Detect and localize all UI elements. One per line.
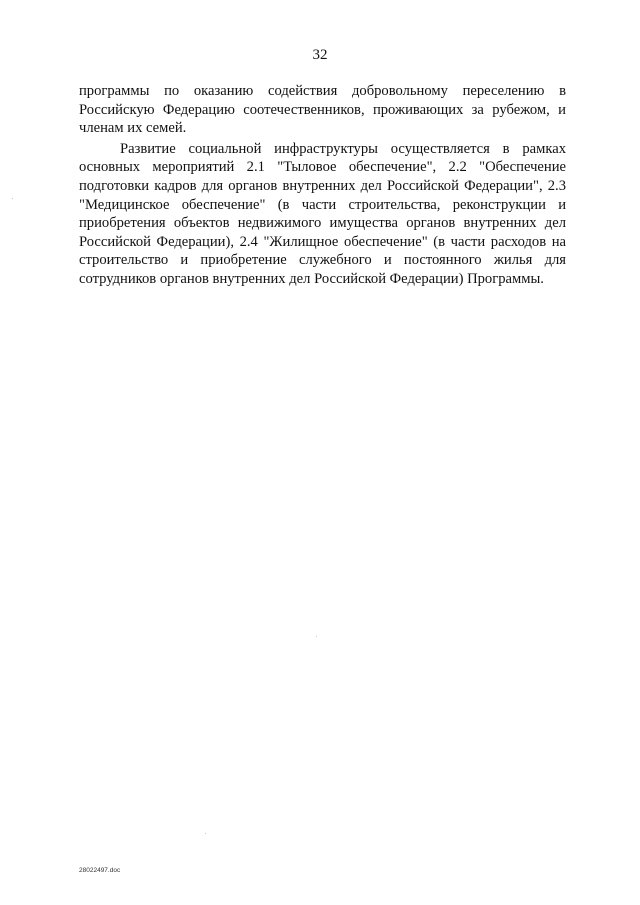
paragraph-social-infrastructure: Развитие социальной инфраструктуры осуществляется в рамках основных мероприятий 2.1 "Тыловое обеспечение", 2.2 "Обеспечение подготовки кадров для органов внутренних дел Российской Федерации", 2.3 "Медицинское обеспечение" (в части строительства, реконструкции и приобретения объектов недвижимого имущества органов внутренних дел Российской Федерации), 2.4 "Жилищное обеспечение" (в части расходов на строительство и приобретение служебного и постоянного жилья для сотрудников органов внутренних дел Российской Федерации) Программы. xyxy=(79,140,566,287)
scan-speck xyxy=(316,636,317,637)
document-body xyxy=(79,82,566,289)
paragraph-continuation: программы по оказанию содействия добровольному переселению в Российскую Федерацию соотечественников, проживающих за рубежом, и членам их семей. xyxy=(79,83,566,137)
page-number: 32 xyxy=(312,47,328,63)
scan-speck xyxy=(12,198,13,199)
document-file-reference: 28022497.doc xyxy=(79,867,121,874)
scan-speck xyxy=(205,833,206,834)
